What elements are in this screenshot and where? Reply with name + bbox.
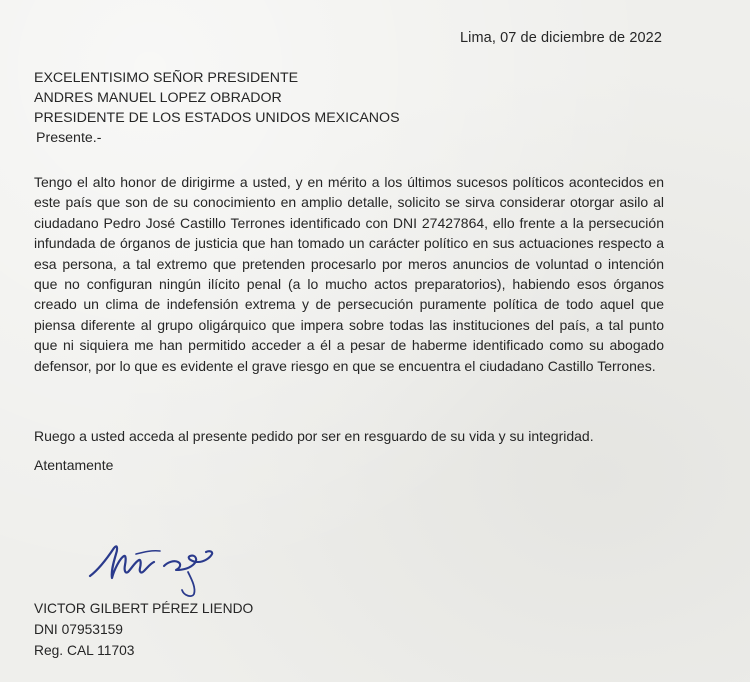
signer-block: [34, 598, 253, 661]
sign-off: Atentamente: [34, 457, 114, 473]
handwritten-signature: [84, 532, 244, 602]
letter-body: Tengo el alto honor de dirigirme a usted, y en mérito a los últimos sucesos políticos acontecidos en este país que son de su conocimiento en amplio detalle, solicito se sirva considerar otorgar asilo al ciudadano Pedro José Castillo Terrones identificado con DNI 27427864, ello frente a la persecución infundada de órganos de justicia que han tomado un carácter político en sus actuaciones respecto a esa persona, a tal extremo que pretenden procesarlo por meros anuncios de voluntad o intención que no configuran ningún ilícito penal (a lo mucho actos preparatorios), habiendo esos órganos creado un clima de indefensión extrema y de persecución puramente política de todo aquel que piensa diferente al grupo oligárquico que impera sobre todas las instituciones del país, a tal punto que ni siquiera me han permitido acceder a él a pesar de haberme identificado como su abogado defensor, por lo que es evidente el grave riesgo en que se encuentra el ciudadano Castillo Terrones.: [34, 174, 664, 374]
addressee-name: ANDRES MANUEL LOPEZ OBRADOR: [34, 90, 282, 106]
letter-date: Lima, 07 de diciembre de 2022: [460, 30, 662, 46]
addressee-greeting: Presente.-: [36, 130, 102, 146]
addressee-block: [34, 68, 400, 148]
signer-registration: Reg. CAL 11703: [34, 643, 135, 658]
addressee-position: PRESIDENTE DE LOS ESTADOS UNIDOS MEXICANOS: [34, 110, 400, 126]
addressee-title: EXCELENTISIMO SEÑOR PRESIDENTE: [34, 70, 299, 86]
signer-dni: DNI 07953159: [34, 622, 123, 637]
closing-request: Ruego a usted acceda al presente pedido por ser en resguardo de su vida y su integridad.: [34, 428, 594, 444]
signer-name: VICTOR GILBERT PÉREZ LIENDO: [34, 601, 254, 616]
